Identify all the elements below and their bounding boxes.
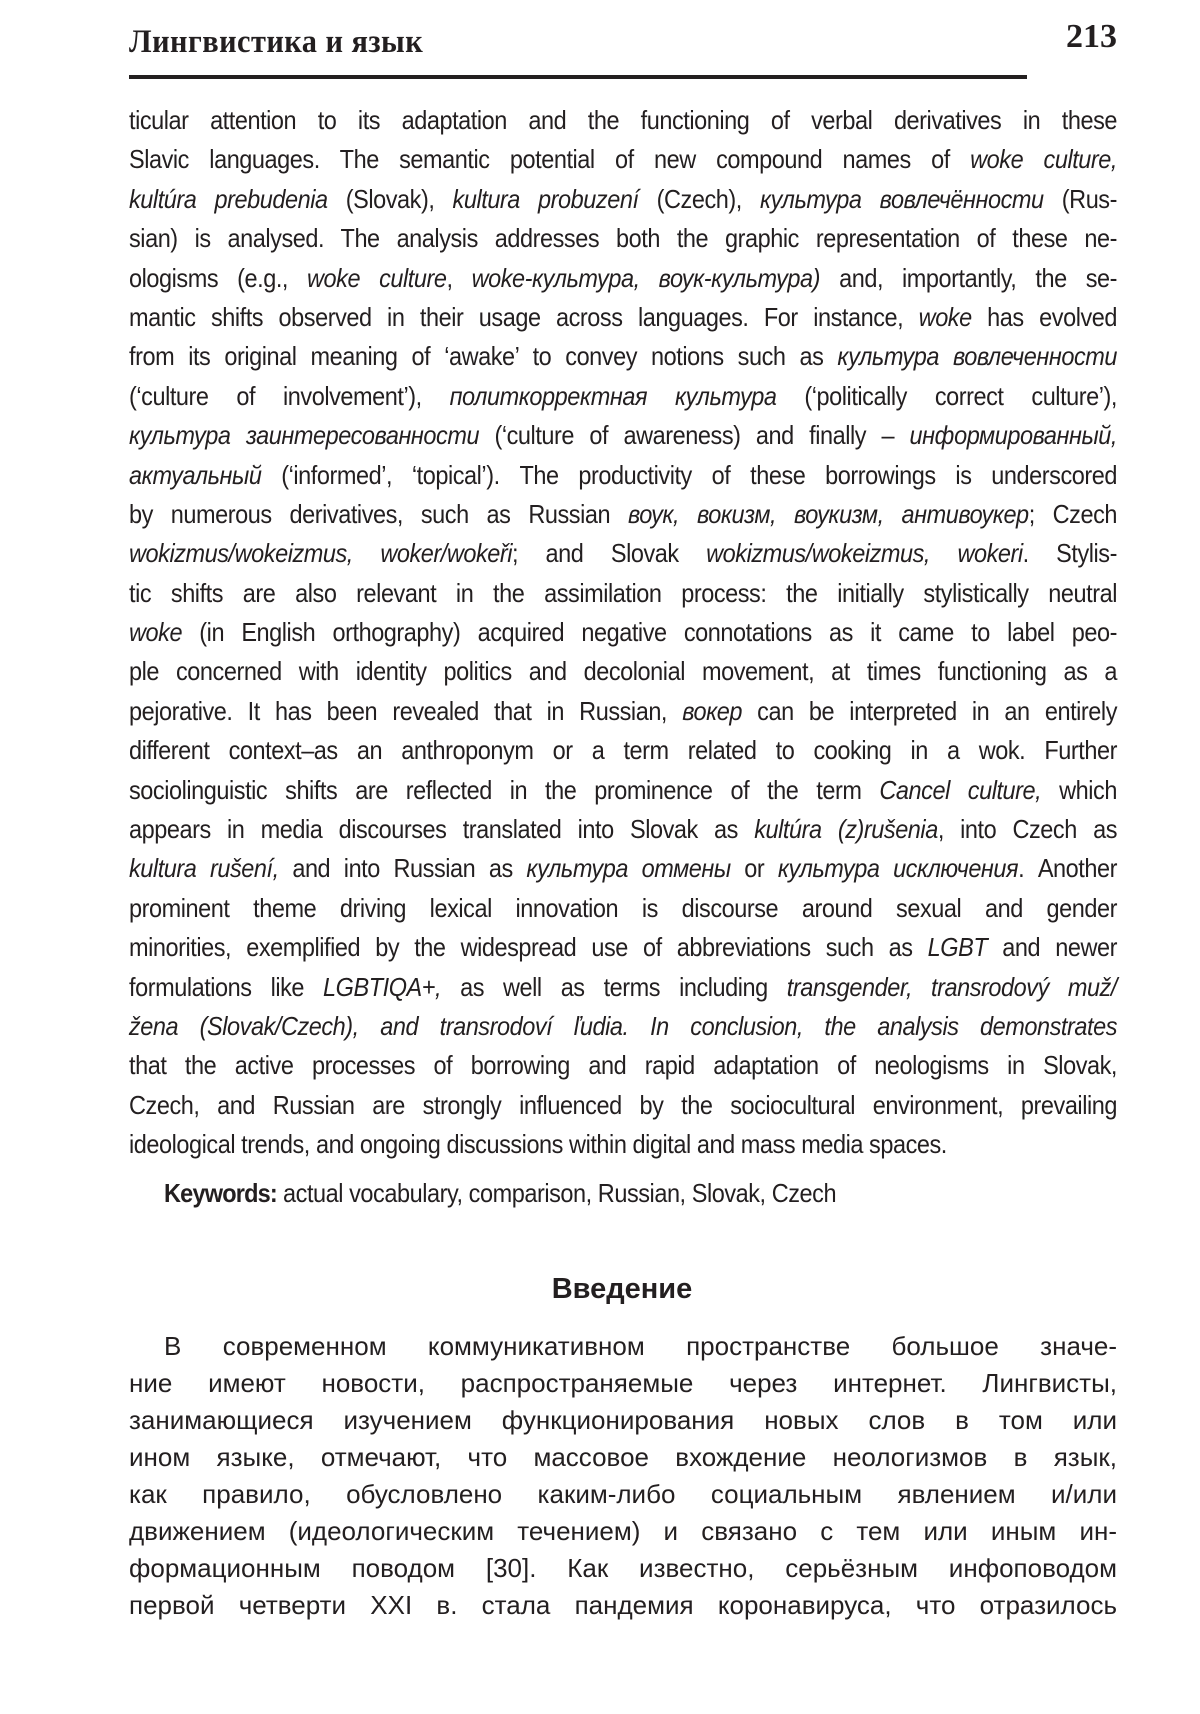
abstract-line	[129, 1083, 1117, 1127]
abstract-text	[129, 101, 1117, 1165]
italic-term: woke	[129, 617, 183, 647]
text-segment: ,	[446, 262, 472, 293]
italic-term: žena (Slovak/Czech), and transrodoví ľudia. In conclusion, the analysis demonstrates	[129, 1011, 1117, 1041]
italic-term: LGBT	[927, 932, 988, 962]
italic-term: kultúra prebudenia	[129, 184, 328, 214]
abstract-line	[129, 256, 1117, 300]
running-title: Лингвистика и язык	[129, 24, 424, 60]
text-segment: by numerous derivatives, such as Russian	[129, 499, 628, 529]
abstract-line	[129, 926, 1117, 970]
page-number: 213	[1066, 18, 1117, 55]
keywords-label: Keywords:	[164, 1178, 277, 1208]
abstract-line	[129, 650, 1117, 694]
italic-term: культура отмены	[526, 853, 731, 883]
text-segment: (‘informed’, ‘topical’). The productivity of these borrowings is underscored	[261, 459, 1117, 489]
abstract-line	[129, 177, 1117, 221]
text-segment: . Stylis-	[1022, 538, 1117, 568]
italic-term: культура вовлечённости	[759, 184, 1044, 214]
text-segment: or	[730, 853, 778, 883]
italic-term: культура заинтересованности	[129, 420, 480, 450]
abstract-line	[129, 886, 1117, 930]
text-segment: and newer	[987, 932, 1117, 962]
text-segment: (Slovak),	[327, 184, 453, 214]
text-segment: tic shifts are also relevant in the assimilation process: the initially stylistically neutral	[129, 578, 1117, 608]
abstract-line	[129, 414, 1117, 458]
abstract-line	[129, 138, 1117, 182]
paragraph-line: занимающиеся изучением функционирования новых слов в том или	[129, 1405, 1117, 1435]
abstract-line	[129, 1005, 1117, 1049]
text-segment: . Another	[1018, 853, 1117, 883]
abstract-line	[129, 453, 1117, 497]
abstract-line	[129, 689, 1117, 733]
italic-term: актуальный	[129, 459, 262, 489]
text-segment: (‘culture of involvement’),	[129, 381, 450, 411]
paragraph-line: первой четверти XXI в. стала пандемия коронавируса, что отразилось	[129, 1590, 1117, 1620]
abstract-line	[129, 335, 1117, 379]
keywords-value: actual vocabulary, comparison, Russian, Slovak, Czech	[276, 1178, 837, 1208]
italic-term: kultura probuzení	[452, 184, 639, 214]
abstract-line	[129, 1044, 1117, 1088]
italic-term: культура вовлеченности	[837, 341, 1117, 371]
italic-term: woke culture	[307, 262, 447, 293]
intro-paragraph	[129, 1328, 1117, 1624]
abstract-line	[129, 847, 1117, 891]
italic-term: wokizmus/wokeizmus, wokeri	[706, 538, 1023, 568]
text-segment: , into Czech as	[937, 814, 1117, 844]
text-segment: and into Russian as	[278, 853, 527, 883]
italic-term: вокер	[682, 696, 742, 726]
text-segment: as well as terms including	[441, 971, 787, 1002]
text-segment: (in English orthography) acquired negative connotations as it came to label peo-	[182, 617, 1117, 647]
paragraph-line: В современном коммуникативном пространстве большое значе-	[164, 1331, 1117, 1361]
text-segment: (‘culture of awareness) and finally –	[479, 420, 910, 450]
abstract-line	[129, 217, 1117, 261]
italic-term: воук, вокизм, воукизм, антивоукер	[627, 499, 1029, 529]
text-segment: ; Czech	[1028, 499, 1117, 529]
italic-term: transgender, transrodový muž/	[786, 971, 1117, 1002]
italic-term: woke culture,	[970, 144, 1117, 174]
text-segment: Czech, and Russian are strongly influenced by the sociocultural environment, prevailing	[129, 1090, 1117, 1120]
text-segment: minorities, exemplified by the widespread use of abbreviations such as	[129, 932, 928, 962]
text-segment: Slavic languages. The semantic potential of new compound names of	[129, 144, 971, 174]
text-segment: and, importantly, the se-	[820, 262, 1118, 293]
italic-term: kultura rušení,	[129, 853, 279, 883]
abstract-line	[129, 571, 1117, 615]
abstract-line	[129, 611, 1117, 655]
text-segment: has evolved	[971, 302, 1117, 332]
italic-term: LGBTIQA+,	[323, 971, 442, 1002]
paragraph-line: формационным поводом [30]. Как известно, серьёзным инфоповодом	[129, 1553, 1117, 1583]
text-segment: ticular attention to its adaptation and the functioning of verbal derivatives in these	[129, 105, 1117, 135]
paragraph-line: ином языке, отмечают, что массовое вхождение неологизмов в язык,	[129, 1442, 1117, 1472]
italic-term: культура исключения	[777, 853, 1019, 883]
paragraph-line: как правило, обусловлено каким-либо социальным явлением и/или	[129, 1479, 1117, 1509]
abstract-line	[129, 808, 1117, 852]
text-segment: (‘politically correct culture’),	[776, 381, 1118, 411]
abstract-line	[129, 296, 1117, 340]
text-segment: (Rus-	[1043, 184, 1117, 214]
abstract-line	[129, 493, 1117, 537]
paragraph-line: движением (идеологическим течением) и связано с тем или иным ин-	[129, 1516, 1117, 1546]
text-segment: ideological trends, and ongoing discussions within digital and mass media spaces.	[129, 1129, 947, 1159]
keywords	[164, 1178, 836, 1208]
italic-term: woke-культура, воук-культура)	[471, 262, 821, 293]
abstract-line	[129, 768, 1117, 812]
paragraph-line: ние имеют новости, распространяемые через интернет. Лингвисты,	[129, 1368, 1117, 1398]
header-rule	[129, 75, 1027, 79]
abstract-line	[129, 965, 1117, 1009]
text-segment: can be interpreted in an entirely	[742, 696, 1117, 726]
text-segment: ; and Slovak	[512, 538, 707, 568]
italic-term: информированный,	[909, 420, 1117, 450]
italic-term: woke	[918, 302, 972, 332]
section-heading: Введение	[551, 1273, 693, 1305]
italic-term: kultúra (z)rušenia	[754, 814, 938, 844]
text-segment: ologisms (e.g.,	[129, 262, 308, 293]
text-segment: pejorative. It has been revealed that in Russian,	[129, 696, 683, 726]
text-segment: sian) is analysed. The analysis addresses both the graphic representation of these ne-	[129, 223, 1117, 253]
abstract-line	[129, 99, 1117, 143]
text-segment: which	[1041, 774, 1117, 805]
italic-term: Cancel culture,	[879, 774, 1042, 805]
abstract-line	[129, 374, 1117, 418]
text-segment: prominent theme driving lexical innovation is discourse around sexual and gender	[129, 893, 1117, 923]
text-segment: appears in media discourses translated into Slovak as	[129, 814, 755, 844]
italic-term: wokizmus/wokeizmus, woker/wokeři	[129, 538, 513, 568]
text-segment: (Czech),	[638, 184, 760, 214]
text-segment: formulations like	[129, 971, 324, 1002]
text-segment: mantic shifts observed in their usage across languages. For instance,	[129, 302, 919, 332]
text-segment: different context–as an anthroponym or a term related to cooking in a wok. Further	[129, 735, 1117, 765]
text-segment: from its original meaning of ‘awake’ to convey notions such as	[129, 341, 838, 371]
italic-term: политкорректная культура	[449, 381, 777, 411]
text-segment: sociolinguistic shifts are reflected in the prominence of the term	[129, 774, 880, 805]
text-segment: ple concerned with identity politics and decolonial movement, at times functioning as a	[129, 656, 1117, 686]
abstract-line	[129, 1123, 1117, 1167]
text-segment: that the active processes of borrowing and rapid adaptation of neologisms in Slovak,	[129, 1050, 1117, 1080]
abstract-line	[129, 532, 1117, 576]
abstract-line	[129, 729, 1117, 773]
